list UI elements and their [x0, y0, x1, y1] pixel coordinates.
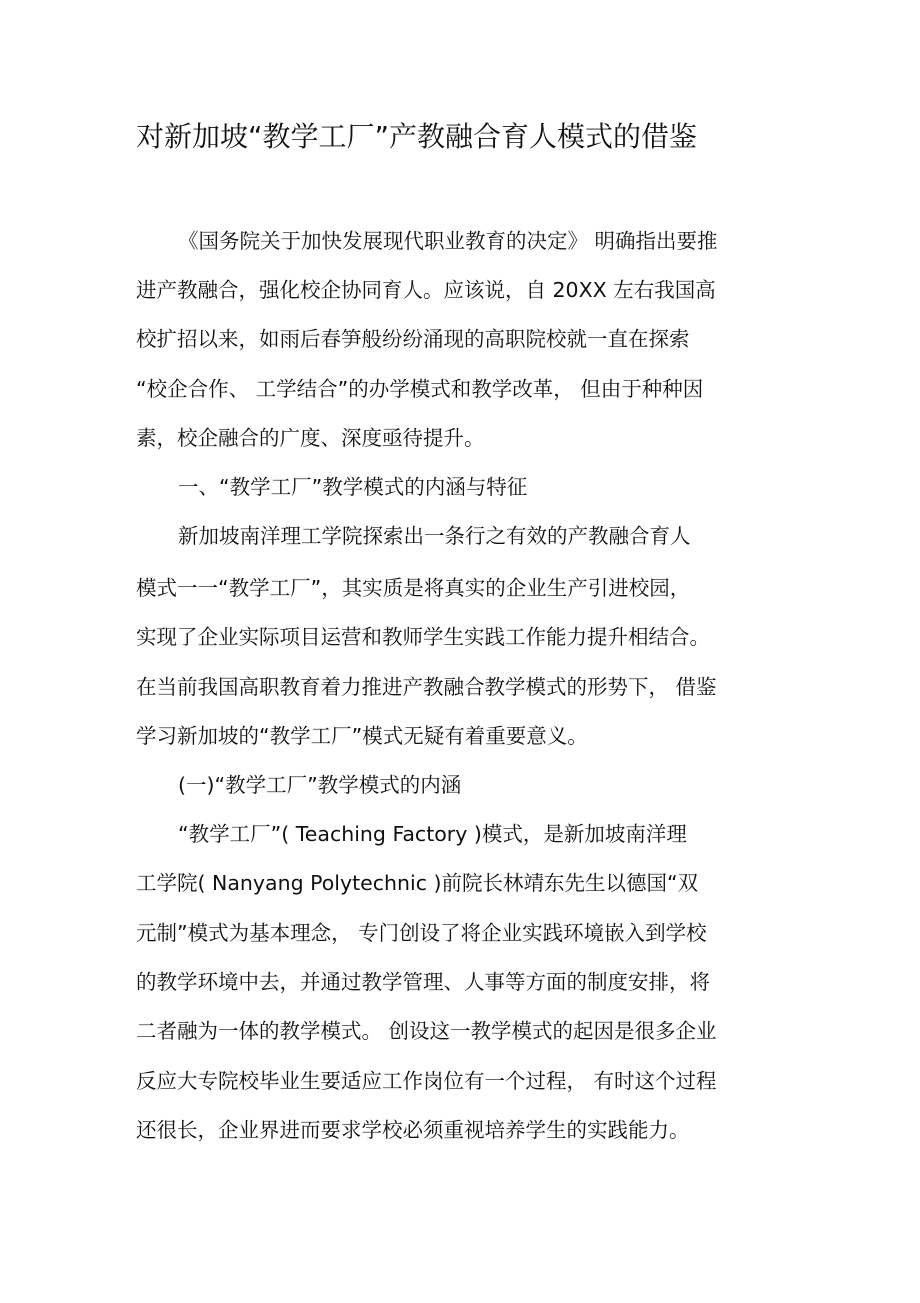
paragraph-line: 的教学环境中去，并通过教学管理、人事等方面的制度安排，将	[136, 970, 710, 994]
subsection-heading: (一)“教学工厂”教学模式的内涵	[178, 773, 462, 797]
paragraph-line: 校扩招以来，如雨后春笋般纷纷涌现的高职院校就一直在探索	[136, 327, 690, 351]
paragraph-line: 新加坡南洋理工学院探索出一条行之有效的产教融合育人	[178, 524, 691, 548]
paragraph-line: 反应大专院校毕业生要适应工作岗位有一个过程， 有时这个过程	[136, 1069, 717, 1093]
paragraph-line: “校企合作、 工学结合”的办学模式和教学改革， 但由于种种因	[136, 377, 704, 401]
paragraph-line: 元制”模式为基本理念， 专门创设了将企业实践环境嵌入到学校	[136, 921, 707, 945]
paragraph-line: 二者融为一体的教学模式。 创设这一教学模式的起因是很多企业	[136, 1019, 717, 1043]
paragraph-line: 素，校企融合的广度、深度亟待提升。	[136, 426, 485, 450]
paragraph-line: 学习新加坡的“教学工厂”模式无疑有着重要意义。	[136, 724, 588, 748]
document-title: 对新加坡“教学工厂”产教融合育人模式的借鉴	[136, 120, 698, 153]
paragraph-line: 《国务院关于加快发展现代职业教育的决定》 明确指出要推	[178, 229, 718, 253]
paragraph-line: 实现了企业实际项目运营和教师学生实践工作能力提升相结合。	[136, 625, 710, 649]
paragraph-line: 工学院( Nanyang Polytechnic )前院长林靖东先生以德国“双	[136, 871, 699, 895]
paragraph-line: 在当前我国高职教育着力推进产教融合教学模式的形势下， 借鉴	[136, 675, 717, 699]
paragraph-line: “教学工厂”( Teaching Factory )模式，是新加坡南洋理	[178, 822, 687, 846]
paragraph-line: 还很长，企业界进而要求学校必须重视培养学生的实践能力。	[136, 1118, 690, 1142]
paragraph-line: 模式一一“教学工厂”，其实质是将真实的企业生产引进校园，	[136, 576, 691, 600]
section-heading: 一、“教学工厂”教学模式的内涵与特征	[178, 475, 528, 499]
paragraph-line: 进产教融合，强化校企协同育人。应该说，自 20XX 左右我国高	[136, 278, 716, 302]
